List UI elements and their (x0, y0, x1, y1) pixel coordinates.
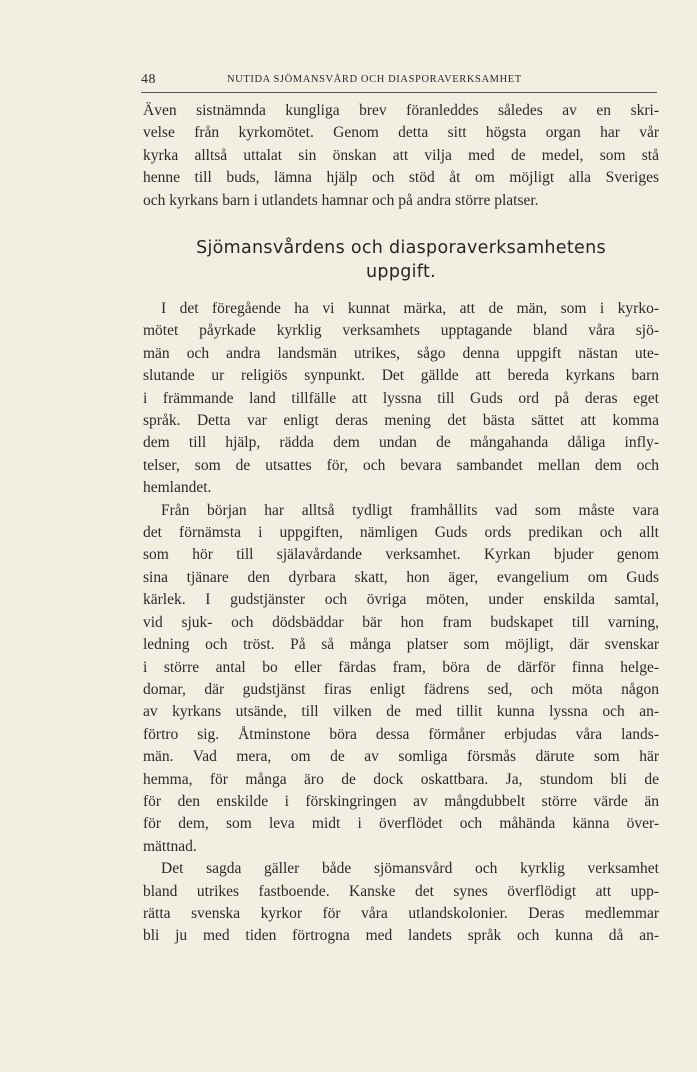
text-line: velse från kyrkomötet. Genom detta sitt högsta organ har vår (143, 124, 659, 142)
text-line: hemlandet. (143, 479, 212, 497)
text-line: språk. Detta var enligt deras mening det bästa sättet att komma (143, 412, 659, 430)
text-line: I det föregående ha vi kunnat märka, att de män, som i kyrko- (161, 300, 659, 317)
text-line: ledning och tröst. På så många platser som möjligt, där svenskar (143, 636, 659, 654)
text-line: som hör till själavårdande verksamhet. Kyrkan bjuder genom (143, 546, 659, 564)
text-line: vid sjuk- och dödsbäddar bär hon fram budskapet till varning, (143, 613, 659, 631)
text-line: det förnämsta i uppgiften, nämligen Guds ords predikan och allt (143, 524, 659, 542)
text-line: i större antal bo eller färdas fram, böra de därför finna helge- (143, 658, 659, 676)
intro-paragraph (143, 100, 659, 212)
section-body (143, 298, 659, 948)
text-line: slutande ur religiös synpunkt. Det gällde att bereda kyrkans barn (143, 367, 659, 385)
section-heading-line: Sjömansvårdens och diasporaverksamhetens (196, 238, 606, 258)
section-heading (143, 236, 659, 284)
text-line: hemma, för många äro de dock oskattbara. Ja, stundom bli de (143, 770, 659, 788)
text-line: och kyrkans barn i utlandets hamnar och på andra större platser. (143, 191, 539, 209)
text-line: dem till hjälp, rädda dem undan de mångahanda dåliga infly- (143, 434, 659, 452)
text-line: Från början har alltså tydligt framhållits vad som måste vara (161, 501, 659, 519)
page-header (141, 70, 657, 93)
text-line: kyrka alltså uttalat sin önskan att vilja med de medel, som stå (143, 146, 659, 164)
text-line: mötet påyrkade kyrklig verksamhets upptagande bland våra sjö- (143, 322, 659, 340)
text-line: sina tjänare den dyrbara skatt, hon äger, evangelium om Guds (143, 568, 659, 586)
text-line: för dem, som leva midt i överflödet och måhända känna över- (143, 815, 659, 833)
text-line: telser, som de utsattes för, och bevara sambandet mellan dem och (143, 456, 659, 474)
text-line: kärlek. I gudstjänster och övriga möten, under enskilda samtal, (143, 591, 659, 609)
section-heading-line: uppgift. (366, 262, 436, 282)
text-line: för den enskilde i förskingringen av mångdubbelt större värde än (143, 792, 659, 810)
text-line: Även sistnämnda kungliga brev föranleddes således av en skri- (143, 102, 659, 119)
page-number: 48 (141, 72, 156, 87)
text-line: av kyrkans utsände, till vilken de med tillit kunna lyssna och an- (143, 703, 659, 721)
running-head: NUTIDA SJÖMANSVÅRD OCH DIASPORAVERKSAMHET (227, 74, 522, 85)
text-line: män. Vad mera, om de av somliga försmås därute som här (143, 748, 659, 766)
paragraph (143, 500, 659, 859)
text-line: män och andra landsmän utrikes, sågo denna uppgift nästan ute- (143, 344, 659, 362)
text-line: henne till buds, lämna hjälp och stöd åt om möjligt alla Sveriges (143, 169, 659, 187)
text-line: bli ju med tiden förtrogna med landets språk och kunna då an- (143, 927, 659, 945)
text-line: rätta svenska kyrkor för våra utlandskolonier. Deras medlemmar (143, 904, 659, 922)
text-line: Det sagda gäller både sjömansvård och kyrklig verksamhet (161, 860, 659, 878)
paragraph (143, 858, 659, 948)
text-line: mättnad. (143, 837, 197, 855)
text-line: förtro sig. Åtminstone böra dessa förmåner erbjudas våra lands- (143, 725, 659, 743)
text-line: bland utrikes fastboende. Kanske det synes överflödigt att upp- (143, 882, 659, 900)
paragraph (143, 298, 659, 500)
text-line: i främmande land tillfälle att lyssna till Guds ord på deras eget (143, 389, 659, 407)
text-line: domar, där gudstjänst firas enligt fädrens sed, och möta någon (143, 680, 659, 698)
